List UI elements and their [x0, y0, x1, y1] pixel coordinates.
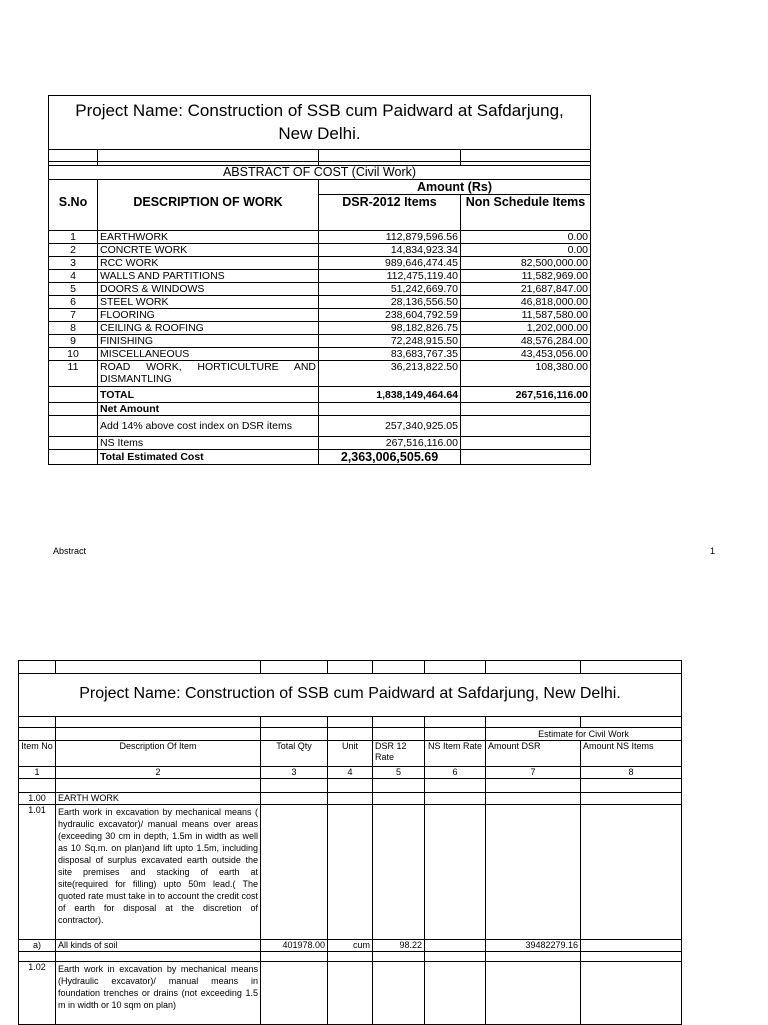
col-description-item: Description Of Item — [56, 741, 261, 767]
col-ns: Non Schedule Items — [461, 195, 591, 231]
total-dsr: 1,838,149,464.64 — [319, 387, 461, 403]
estimate-table — [18, 660, 682, 1025]
col-sno: S.No — [49, 195, 98, 231]
item-description: Earth work in excavation by mechanical means (Hydraulic excavator)/ manual means in foundation trenches or drains (not exceeding 1.5 m in width or 10 sqm on plan) — [56, 962, 261, 1025]
total-estimated-label: Total Estimated Cost — [98, 450, 319, 465]
abstract-heading: ABSTRACT OF COST (Civil Work) — [49, 166, 591, 180]
cost-index-value: 257,340,925.05 — [319, 416, 461, 437]
estimate-label: Estimate for Civil Work — [486, 728, 682, 741]
table-row: 1 EARTHWORK 112,879,596.56 0.00 — [49, 231, 591, 244]
estimate-project-title: Project Name: Construction of SSB cum Paidward at Safdarjung, New Delhi. — [19, 674, 682, 717]
abstract-cost-table — [48, 95, 591, 465]
ns-items-value: 267,516,116.00 — [319, 437, 461, 450]
total-label: TOTAL — [98, 387, 319, 403]
column-number-row: 1 2 3 4 5 6 7 8 — [19, 767, 682, 779]
item-no: 1.01 — [19, 805, 56, 940]
table-row: 6 STEEL WORK 28,136,556.50 46,818,000.00 — [49, 296, 591, 309]
section-title: EARTH WORK — [56, 793, 261, 805]
table-row: 5 DOORS & WINDOWS 51,242,669.70 21,687,847.00 — [49, 283, 591, 296]
abstract-project-title: Project Name: Construction of SSB cum Paidward at Safdarjung, New Delhi. — [49, 96, 591, 150]
footer-page-number: 1 — [710, 546, 716, 556]
table-row: a) All kinds of soil 401978.00 cum 98.22 39482279.16 — [19, 940, 682, 952]
table-row: 11 ROAD WORK, HORTICULTURE AND DISMANTLING 36,213,822.50 108,380.00 — [49, 361, 591, 387]
item-description: Earth work in excavation by mechanical means ( hydraulic excavator)/ manual means over areas (exceeding 30 cm in depth, 1.5m in width as well as 10 Sq.m. on plan)and lift upto 1.5m, including disposal of surplus excavated earth outside the site premises and stacking of earth at site(required for filling) upto 50m lead.( The quoted rate must take in to account the credit cost of earth for disposal at the discretion of contractor). — [56, 805, 261, 940]
table-row: 9 FINISHING 72,248,915.50 48,576,284.00 — [49, 335, 591, 348]
col-ns-rate: NS Item Rate — [425, 741, 486, 767]
abstract-rows — [49, 231, 591, 387]
ns-items-label: NS Items — [98, 437, 319, 450]
table-row: 10 MISCELLANEOUS 83,683,767.35 43,453,056.00 — [49, 348, 591, 361]
col-dsr: DSR-2012 Items — [319, 195, 461, 231]
footer-sheet-name: Abstract — [53, 546, 87, 556]
table-row: 3 RCC WORK 989,646,474.45 82,500,000.00 — [49, 257, 591, 270]
col-unit: Unit — [328, 741, 373, 767]
col-amount-ns: Amount NS Items — [581, 741, 682, 767]
cost-index-label: Add 14% above cost index on DSR items — [98, 416, 319, 437]
total-estimated-value: 2,363,006,505.69 — [319, 450, 461, 465]
col-total-qty: Total Qty — [261, 741, 328, 767]
item-no: 1.02 — [19, 962, 56, 1025]
col-amount-dsr: Amount DSR — [486, 741, 581, 767]
section-no: 1.00 — [19, 793, 56, 805]
table-row: 4 WALLS AND PARTITIONS 112,475,119.40 11,582,969.00 — [49, 270, 591, 283]
col-dsr-rate: DSR 12 Rate — [373, 741, 425, 767]
col-item-no: Item No — [19, 741, 56, 767]
table-row: 7 FLOORING 238,604,792.59 11,587,580.00 — [49, 309, 591, 322]
col-description: DESCRIPTION OF WORK — [98, 195, 319, 231]
table-row: 2 CONCRTE WORK 14,834,923.34 0.00 — [49, 244, 591, 257]
table-row: 8 CEILING & ROOFING 98,182,826.75 1,202,000.00 — [49, 322, 591, 335]
amount-header: Amount (Rs) — [319, 180, 591, 195]
total-ns: 267,516,116.00 — [461, 387, 591, 403]
net-amount-label: Net Amount — [98, 403, 319, 416]
